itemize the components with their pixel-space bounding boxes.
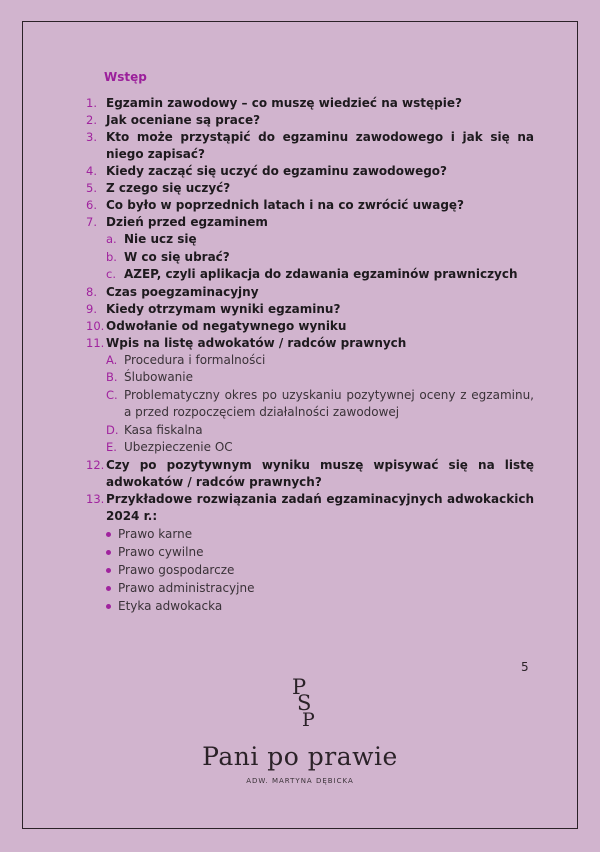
page-number: 5 [521,660,529,674]
toc-subitem-label: Problematyczny okres po uzyskaniu pozytywnej oceny z egzaminu, a przed rozpoczęciem działalności zawodowej [124,387,534,419]
toc-bullet-item[interactable] [86,597,534,615]
toc-heading: Wstęp [104,70,147,84]
toc-subitem-letter: c. [106,267,116,281]
toc-subitem-letter: E. [106,440,117,454]
toc-subitem-7a[interactable] [86,231,534,249]
toc-subitem-label: Kasa fiskalna [124,422,203,437]
toc-bullet-label: Prawo cywilne [118,544,204,559]
bullet-dot-icon [106,604,111,609]
toc-item-label: Egzamin zawodowy – co muszę wiedzieć na wstępie? [106,96,462,110]
toc-item-label: Z czego się uczyć? [106,181,231,195]
toc-item-label: Odwołanie od negatywnego wyniku [106,318,347,333]
brand-subtitle: ADW. MARTYNA DĘBICKA [246,777,354,785]
toc-bullet-item[interactable] [86,561,534,579]
toc-item-6[interactable] [86,197,534,214]
toc-item-3[interactable] [86,129,534,163]
toc-item-12[interactable] [86,457,534,491]
toc-subitem-label: AZEP, czyli aplikacja do zdawania egzaminów prawniczych [124,267,518,281]
toc-item-8[interactable] [86,284,534,301]
toc-bullet-label: Prawo administracyjne [118,580,255,595]
toc-item-label: Czas poegzaminacyjny [106,284,259,299]
toc-item-4[interactable] [86,163,534,180]
toc-subitem-11b[interactable] [86,369,534,387]
toc-subitem-label: Nie ucz się [124,232,197,246]
toc-item-label: Wpis na listę adwokatów / radców prawnych [106,335,407,350]
toc-subitem-11a[interactable] [86,352,534,370]
toc-item-label: Dzień przed egzaminem [106,215,268,229]
toc-item-number: 4. [86,164,97,178]
toc-item-13[interactable] [86,491,534,525]
toc-subitem-11d[interactable] [86,422,534,440]
toc-bullet-item[interactable] [86,579,534,597]
toc-item-1[interactable] [86,95,534,112]
monogram-letter: P [302,709,315,728]
toc-item-10[interactable] [86,318,534,335]
toc-subitem-letter: A. [106,352,118,367]
toc-subitem-11e[interactable] [86,439,534,457]
toc-item-label: Co było w poprzednich latach i na co zwrócić uwagę? [106,198,465,212]
toc-item-number: 3. [86,130,97,144]
toc-bullet-item[interactable] [86,543,534,561]
brand-name: Pani po prawie [202,742,398,771]
toc-item-number: 5. [86,181,97,195]
toc-item-11[interactable] [86,335,534,352]
toc-subitem-11c[interactable] [86,387,534,422]
bullet-dot-icon [106,550,111,555]
toc-subitem-letter: a. [106,232,117,246]
toc-item-number: 9. [86,301,97,316]
bullet-dot-icon [106,568,111,573]
monogram-logo-icon [262,672,338,728]
bullet-dot-icon [106,586,111,591]
monogram-letter: S [297,691,312,715]
toc-item-label: Kiedy zacząć się uczyć do egzaminu zawodowego? [106,164,448,178]
toc-item-number: 6. [86,198,97,212]
toc-item-label: Jak oceniane są prace? [106,113,261,127]
toc-bullet-label: Etyka adwokacka [118,598,223,613]
toc-bullet-item[interactable] [86,525,534,543]
bullet-dot-icon [106,532,111,537]
toc-subitem-7c[interactable] [86,266,534,284]
toc-bullet-label: Prawo gospodarcze [118,562,235,577]
toc-subitem-letter: C. [106,387,118,402]
toc-item-label: Kto może przystąpić do egzaminu zawodowego i jak się na niego zapisać? [106,130,534,161]
toc-item-label: Kiedy otrzymam wyniki egzaminu? [106,301,341,316]
toc-item-number: 8. [86,284,97,299]
toc-item-number: 12. [86,457,105,472]
toc-subitem-label: Ubezpieczenie OC [124,440,233,454]
toc-bullet-label: Prawo karne [118,526,193,541]
toc-item-number: 10. [86,318,105,333]
toc-item-9[interactable] [86,301,534,318]
toc-subitem-label: W co się ubrać? [124,249,230,264]
toc-item-number: 13. [86,491,105,506]
toc-item-number: 1. [86,96,97,110]
toc-subitem-letter: B. [106,370,118,384]
toc-subitem-7b[interactable] [86,249,534,267]
toc-subitem-letter: D. [106,422,119,437]
table-of-contents [86,70,534,615]
toc-item-7[interactable] [86,214,534,231]
toc-item-5[interactable] [86,180,534,197]
toc-subitem-label: Ślubowanie [124,370,194,384]
toc-item-number: 2. [86,113,97,127]
toc-item-number: 11. [86,335,105,350]
toc-item-number: 7. [86,215,97,229]
toc-subitem-letter: b. [106,249,117,264]
toc-item-label: Przykładowe rozwiązania zadań egzaminacyjnych adwokackich 2024 r.: [106,491,534,523]
toc-item-2[interactable] [86,112,534,129]
toc-subitem-label: Procedura i formalności [124,352,266,367]
monogram-letter: P [292,675,307,699]
toc-item-label: Czy po pozytywnym wyniku muszę wpisywać się na listę adwokatów / radców prawnych? [106,457,534,489]
